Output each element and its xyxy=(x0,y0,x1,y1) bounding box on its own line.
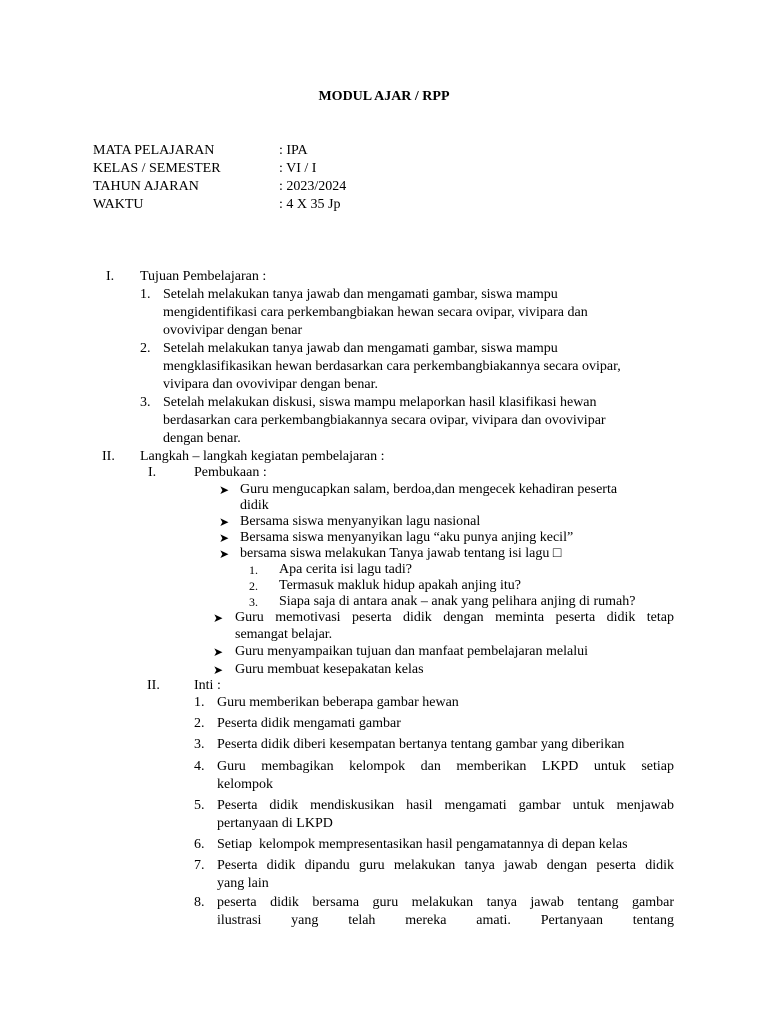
subsection-heading: Pembukaan : xyxy=(194,465,267,480)
question-text: Termasuk makluk hidup apakah anjing itu? xyxy=(279,578,522,593)
bullet-line: Guru mengucapkan salam, berdoa,dan mengecek kehadiran peserta xyxy=(240,482,618,497)
section-number: II. xyxy=(102,449,115,464)
info-value: : 2023/2024 xyxy=(279,179,347,194)
arrow-bullet-icon: ➤ xyxy=(219,483,230,497)
list-item-line: Setelah melakukan tanya jawab dan mengamati gambar, siswa mampu xyxy=(163,341,558,356)
list-item-line: pertanyaan di LKPD xyxy=(217,816,333,831)
list-number: 2. xyxy=(140,341,151,356)
bullet-line: Guru memotivasi peserta didik dengan meminta peserta didik tetap xyxy=(235,610,674,625)
list-number: 2. xyxy=(194,716,205,731)
subsection-number: II. xyxy=(147,678,160,693)
list-number: 4. xyxy=(194,759,205,774)
list-item-line: Setelah melakukan tanya jawab dan mengamati gambar, siswa mampu xyxy=(163,287,558,302)
section-number: I. xyxy=(106,269,115,284)
list-item-line: peserta didik bersama guru melakukan tanya jawab tentang gambar xyxy=(217,895,674,910)
list-number: 1. xyxy=(194,695,205,710)
info-label: KELAS / SEMESTER xyxy=(93,161,221,176)
question-number: 3. xyxy=(249,595,258,609)
section-heading: Langkah – langkah kegiatan pembelajaran : xyxy=(140,449,385,464)
list-number: 3. xyxy=(140,395,151,410)
list-item-line: mengidentifikasi cara perkembangbiakan hewan secara ovipar, vivipara dan xyxy=(163,305,588,320)
subsection-heading: Inti : xyxy=(194,678,221,693)
arrow-bullet-icon: ➤ xyxy=(219,515,230,529)
arrow-bullet-icon: ➤ xyxy=(219,547,230,561)
document-title: MODUL AJAR / RPP xyxy=(318,89,450,104)
bullet-line: Bersama siswa menyanyikan lagu nasional xyxy=(240,514,481,529)
list-item-line: ilustrasi yang telah mereka amati. Pertanyaan tentang xyxy=(217,913,674,928)
arrow-bullet-icon: ➤ xyxy=(213,611,224,625)
list-item-line: yang lain xyxy=(217,876,269,891)
list-item-line: Peserta didik diberi kesempatan bertanya tentang gambar yang diberikan xyxy=(217,737,625,752)
info-label: MATA PELAJARAN xyxy=(93,143,215,158)
question-text: Apa cerita isi lagu tadi? xyxy=(279,562,412,577)
list-number: 8. xyxy=(194,895,205,910)
arrow-bullet-icon: ➤ xyxy=(213,645,224,659)
list-item-line: dengan benar. xyxy=(163,431,241,446)
bullet-line: Bersama siswa menyanyikan lagu “aku punya anjing kecil” xyxy=(240,530,574,545)
bullet-line: Guru membuat kesepakatan kelas xyxy=(235,662,424,677)
list-item-line: Peserta didik mendiskusikan hasil mengamati gambar untuk menjawab xyxy=(217,798,674,813)
list-item-line: vivipara dan ovovivipar dengan benar. xyxy=(163,377,378,392)
bullet-line: semangat belajar. xyxy=(235,627,333,642)
subsection-number: I. xyxy=(148,465,157,480)
list-item-line: Guru memberikan beberapa gambar hewan xyxy=(217,695,459,710)
info-label: WAKTU xyxy=(93,197,144,212)
list-item-line: Setiap kelompok mempresentasikan hasil pengamatannya di depan kelas xyxy=(217,837,628,852)
list-item-line: berdasarkan cara perkembangbiakannya secara ovipar, vivipara dan ovovivipar xyxy=(163,413,606,428)
bullet-line: Guru menyampaikan tujuan dan manfaat pembelajaran melalui xyxy=(235,644,588,659)
list-item-line: Peserta didik mengamati gambar xyxy=(217,716,401,731)
list-item-line: Peserta didik dipandu guru melakukan tanya jawab dengan peserta didik xyxy=(217,858,674,873)
list-number: 3. xyxy=(194,737,205,752)
question-number: 1. xyxy=(249,563,258,577)
list-item-line: ovovivipar dengan benar xyxy=(163,323,303,338)
info-value: : VI / I xyxy=(279,161,317,176)
list-item-line: mengklasifikasikan hewan berdasarkan cara perkembangbiakannya secara ovipar, xyxy=(163,359,621,374)
info-label: TAHUN AJARAN xyxy=(93,179,199,194)
info-value: : 4 X 35 Jp xyxy=(279,197,341,212)
bullet-line: didik xyxy=(240,498,269,513)
arrow-bullet-icon: ➤ xyxy=(219,531,230,545)
bullet-line: bersama siswa melakukan Tanya jawab tentang isi lagu □ xyxy=(240,546,562,561)
list-number: 6. xyxy=(194,837,205,852)
info-value: : IPA xyxy=(279,143,308,158)
list-number: 1. xyxy=(140,287,151,302)
list-number: 7. xyxy=(194,858,205,873)
section-heading: Tujuan Pembelajaran : xyxy=(140,269,267,284)
list-item-line: kelompok xyxy=(217,777,273,792)
list-number: 5. xyxy=(194,798,205,813)
question-text: Siapa saja di antara anak – anak yang pelihara anjing di rumah? xyxy=(279,594,636,609)
question-number: 2. xyxy=(249,579,258,593)
arrow-bullet-icon: ➤ xyxy=(213,663,224,677)
list-item-line: Guru membagikan kelompok dan memberikan LKPD untuk setiap xyxy=(217,759,674,774)
list-item-line: Setelah melakukan diskusi, siswa mampu melaporkan hasil klasifikasi hewan xyxy=(163,395,597,410)
